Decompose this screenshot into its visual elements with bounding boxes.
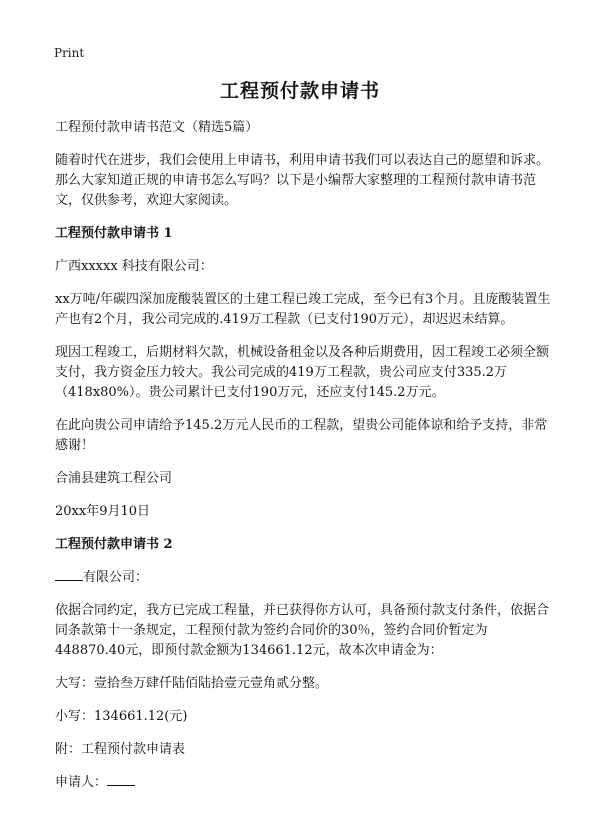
intro-paragraph: 随着时代在进步，我们会使用上申请书，利用申请书我们可以表达自己的愿望和诉求。那么大家知道正规的申请书怎么写吗？以下是小编帮大家整理的工程预付款申请书范文，仅供参考，欢迎大家阅读。 <box>55 153 550 208</box>
letter1-paragraph-3: 在此向贵公司申请给予145.2万元人民币的工程款，望贵公司能体谅和给予支持，非常感谢！ <box>55 418 548 453</box>
letter2-attachment: 附：工程预付款申请表 <box>55 742 186 757</box>
document-body <box>55 118 555 806</box>
letter2-salutation <box>55 568 555 588</box>
letter2-paragraph-1: 依据合同约定，我方已完成工程量，并已获得你方认可，具备预付款支付条件，依据合同条款第十一条规定，工程预付款为签约合同价的30％，签约合同价暂定为448870.40元，即预付款金额为134661.12元，故本次申请金为： <box>55 603 550 658</box>
applicant-blank-underline <box>107 773 135 786</box>
letter1-date: 20xx年9月10日 <box>55 504 151 519</box>
letter1-signer: 合浦县建筑工程公司 <box>55 471 173 486</box>
letter1-heading: 工程预付款申请书 1 <box>55 226 173 241</box>
print-label[interactable]: Print <box>54 46 85 60</box>
letter1-salutation: 广西xxxxx 科技有限公司： <box>55 259 213 274</box>
document-title: 工程预付款申请书 <box>219 80 380 102</box>
letter2-amount-upper: 大写：壹拾叁万肆仟陆佰陆拾壹元壹角贰分整。 <box>55 676 329 691</box>
applicant-label: 申请人： <box>55 775 108 790</box>
letter1-paragraph-1: xx万吨/年碳四深加庞酸装置区的土建工程已竣工完成，至今已有3个月。且庞酸装置生产也有2个月，我公司完成的.419万工程款（已支付190万元），却迟迟未结算。 <box>55 292 551 327</box>
letter2-amount-lower: 小写：134661.12(元) <box>55 709 188 724</box>
document-subtitle: 工程预付款申请书范文（精选5篇） <box>55 120 259 135</box>
letter2-applicant <box>55 773 555 793</box>
blank-underline <box>55 568 83 581</box>
letter1-paragraph-2: 现因工程竣工，后期材料欠款，机械设备租金以及各种后期费用，因工程竣工必须全额支付，我方资金压力较大。我公司完成的419万工程款，贵公司应支付335.2万（418x80%）。贵公司累计已支付190万元，还应支付145.2万元。 <box>55 345 550 400</box>
letter2-heading: 工程预付款申请书 2 <box>55 537 173 552</box>
letter2-salutation-text: 有限公司： <box>83 570 149 585</box>
